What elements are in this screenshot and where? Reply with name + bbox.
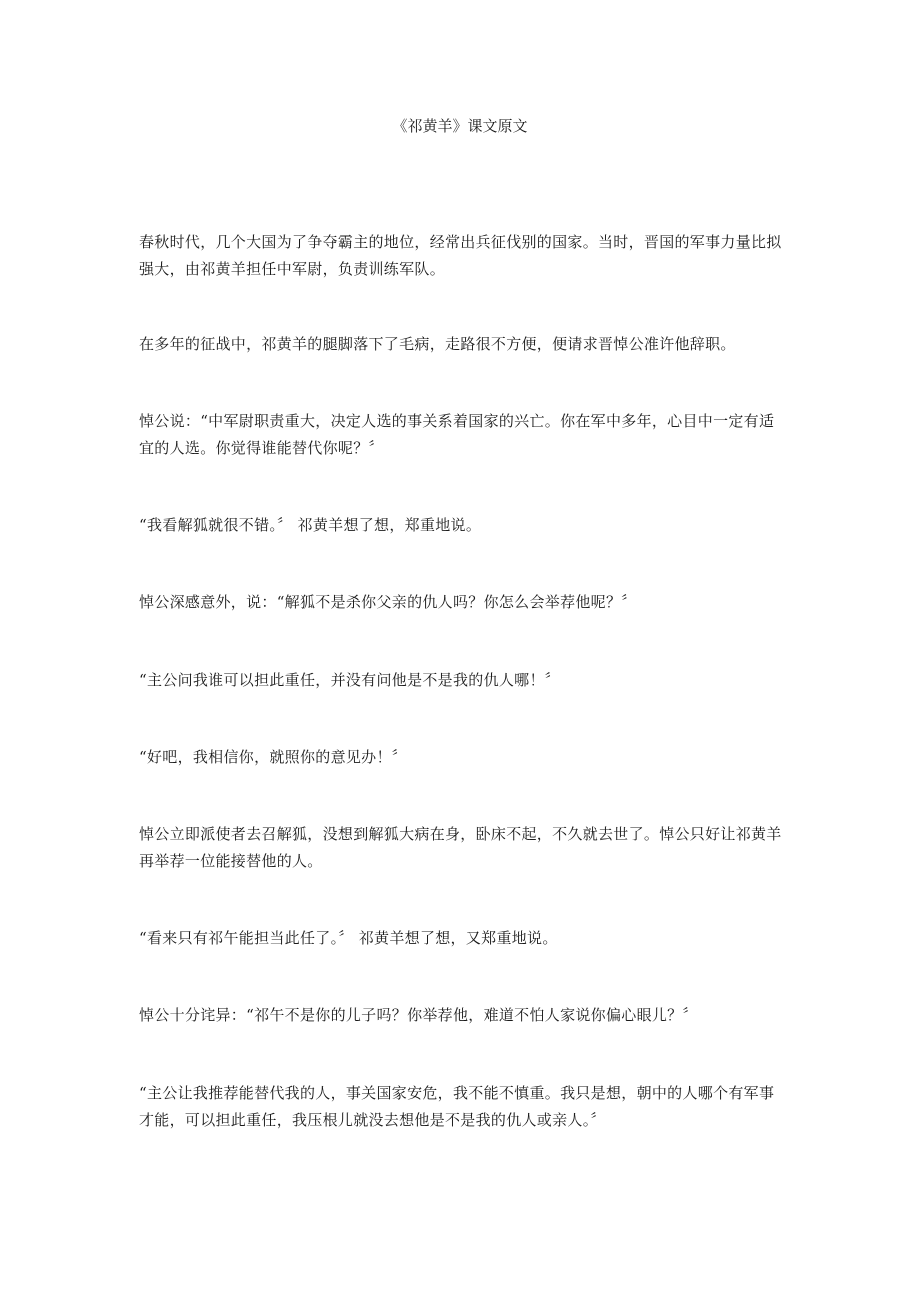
paragraph-6: “主公问我谁可以担此重任，并没有问他是不是我的仇人哪！〞 (139, 671, 561, 689)
paragraph-11: “主公让我推荐能替代我的人，事关国家安危，我不能不慎重。我只是想，朝中的人哪个有军事才能，可以担此重任，我压根儿就没去想他是不是我的仇人或亲人。〞 (139, 1084, 775, 1129)
paragraph-2: 在多年的征战中，祁黄羊的腿脚落下了毛病，走路很不方便，便请求晋悼公准许他辞职。 (139, 335, 736, 353)
paragraph-8: 悼公立即派使者去召解狐，没想到解狐大病在身，卧床不起，不久就去世了。悼公只好让祁黄羊再举荐一位能接替他的人。 (139, 825, 782, 870)
paragraph-4: “我看解狐就很不错。〞 祁黄羊想了想，郑重地说。 (139, 516, 482, 534)
paragraph-9: “看来只有祁午能担当此任了。〞 祁黄羊想了想，又郑重地说。 (139, 929, 558, 947)
paragraph-7: “好吧，我相信你，就照你的意见办！〞 (139, 748, 408, 766)
paragraph-5: 悼公深感意外，说：“解狐不是杀你父亲的仇人吗？你怎么会举荐他呢？〞 (139, 593, 637, 611)
document-title: 《祁黄羊》课文原文 (392, 117, 528, 135)
paragraph-1: 春秋时代，几个大国为了争夺霸主的地位，经常出兵征伐别的国家。当时，晋国的军事力量比拟强大，由祁黄羊担任中军尉，负责训练军队。 (139, 233, 782, 278)
paragraph-3: 悼公说：“中军尉职责重大，决定人选的事关系着国家的兴亡。你在军中多年，心目中一定有适宜的人选。你觉得谁能替代你呢？〞 (139, 412, 775, 457)
paragraph-10: 悼公十分诧异：“祁午不是你的儿子吗？你举荐他，难道不怕人家说你偏心眼儿？〞 (139, 1006, 698, 1024)
